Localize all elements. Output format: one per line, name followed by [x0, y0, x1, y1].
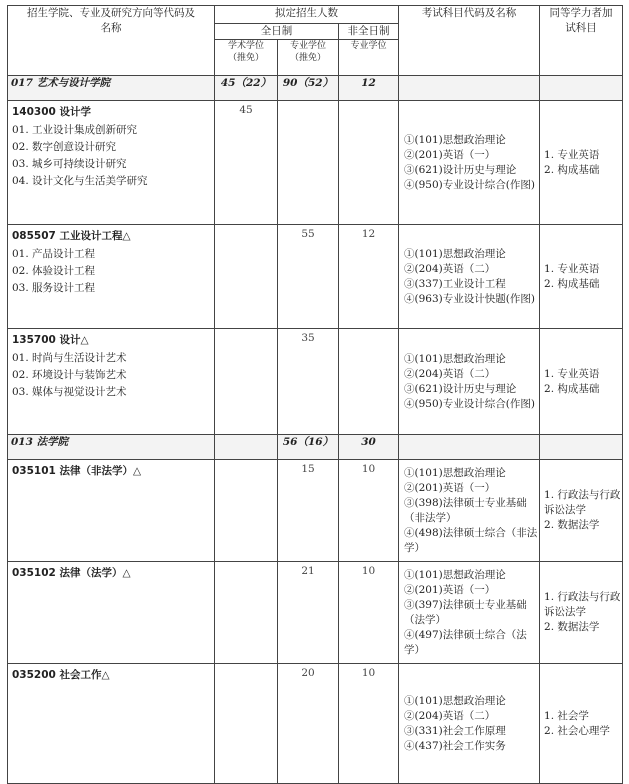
header-parttime: 非全日制 [339, 24, 399, 40]
major-title: 085507 工业设计工程△ [12, 230, 131, 242]
direction-item: 04. 设计文化与生活美学研究 [12, 175, 148, 187]
exam-item: ④(498)法律硕士综合（非法学） [404, 526, 538, 554]
college-academic: 45（22） [215, 76, 278, 101]
exam-item: ③(621)设计历史与理论 [404, 163, 517, 176]
exam-item: ③(398)法律硕士专业基础（非法学） [404, 496, 527, 524]
exam-subjects [399, 225, 540, 329]
exam-item: ②(201)英语（一） [404, 481, 496, 494]
header-professional: 专业学位（推免） [278, 40, 339, 76]
header-college: 招生学院、专业及研究方向等代码及名称 [8, 6, 215, 76]
exam-item: ③(337)工业设计工程 [404, 277, 506, 290]
equiv-item: 2. 构成基础 [544, 277, 600, 290]
direction-item: 02. 体验设计工程 [12, 265, 96, 277]
exam-subjects [399, 460, 540, 562]
equiv-item: 1. 专业英语 [544, 262, 600, 275]
exam-item: ③(397)法律硕士专业基础（法学） [404, 598, 527, 626]
major-parttime: 10 [339, 460, 399, 562]
direction-item: 03. 媒体与视觉设计艺术 [12, 386, 127, 398]
major-title: 135700 设计△ [12, 334, 89, 346]
exam-item: ①(101)思想政治理论 [404, 694, 506, 707]
major-academic [215, 460, 278, 562]
college-academic [215, 435, 278, 460]
college-professional: 56（16） [278, 435, 339, 460]
major-cell [8, 101, 215, 225]
major-cell [8, 329, 215, 435]
major-cell [8, 562, 215, 664]
exam-subjects [399, 329, 540, 435]
exam-item: ④(437)社会工作实务 [404, 739, 506, 752]
exam-subjects [399, 562, 540, 664]
major-title: 035101 法律（非法学）△ [12, 465, 142, 477]
equiv-item: 1. 专业英语 [544, 148, 600, 161]
college-parttime: 30 [339, 435, 399, 460]
equiv-item: 1. 社会学 [544, 709, 589, 722]
equiv-item: 1. 专业英语 [544, 367, 600, 380]
major-professional: 55 [278, 225, 339, 329]
direction-item: 03. 服务设计工程 [12, 282, 96, 294]
header-plan: 拟定招生人数 [215, 6, 399, 24]
direction-item: 03. 城乡可持续设计研究 [12, 158, 127, 170]
college-row [8, 435, 623, 460]
exam-item: ①(101)思想政治理论 [404, 466, 506, 479]
exam-item: ①(101)思想政治理论 [404, 133, 506, 146]
major-cell [8, 664, 215, 784]
exam-item: ②(204)英语（二） [404, 367, 496, 380]
exam-item: ②(204)英语（二） [404, 262, 496, 275]
exam-item: ②(201)英语（一） [404, 583, 496, 596]
exam-item: ④(950)专业设计综合(作图) [404, 397, 535, 410]
equiv-subjects [540, 562, 623, 664]
college-professional: 90（52） [278, 76, 339, 101]
major-professional: 15 [278, 460, 339, 562]
equiv-item: 2. 社会心理学 [544, 724, 610, 737]
exam-item: ③(331)社会工作原理 [404, 724, 506, 737]
major-row [8, 225, 623, 329]
exam-item: ②(204)英语（二） [404, 709, 496, 722]
major-professional [278, 101, 339, 225]
exam-item: ①(101)思想政治理论 [404, 568, 506, 581]
equiv-item: 2. 构成基础 [544, 382, 600, 395]
major-professional: 20 [278, 664, 339, 784]
header-exam: 考试科目代码及名称 [399, 6, 540, 76]
equiv-subjects [540, 225, 623, 329]
exam-item: ④(963)专业设计快题(作图) [404, 292, 535, 305]
direction-item: 01. 产品设计工程 [12, 248, 96, 260]
exam-item: ④(950)专业设计综合(作图) [404, 178, 535, 191]
major-cell [8, 460, 215, 562]
direction-item: 02. 数字创意设计研究 [12, 141, 117, 153]
exam-item: ①(101)思想政治理论 [404, 352, 506, 365]
college-name: 013 法学院 [8, 435, 215, 460]
direction-item: 01. 时尚与生活设计艺术 [12, 352, 127, 364]
major-row [8, 101, 623, 225]
major-parttime [339, 101, 399, 225]
major-professional: 35 [278, 329, 339, 435]
exam-subjects [399, 101, 540, 225]
major-parttime: 10 [339, 562, 399, 664]
major-parttime [339, 329, 399, 435]
major-parttime: 10 [339, 664, 399, 784]
major-academic [215, 664, 278, 784]
header-parttime-prof: 专业学位 [339, 40, 399, 76]
exam-subjects [399, 664, 540, 784]
college-row [8, 76, 623, 101]
college-name: 017 艺术与设计学院 [8, 76, 215, 101]
exam-item: ①(101)思想政治理论 [404, 247, 506, 260]
major-title: 035102 法律（法学）△ [12, 567, 131, 579]
major-row [8, 460, 623, 562]
equiv-subjects [540, 329, 623, 435]
exam-item: ③(621)设计历史与理论 [404, 382, 517, 395]
equiv-item: 2. 数据法学 [544, 519, 600, 531]
college-parttime: 12 [339, 76, 399, 101]
equiv-item: 1. 行政法与行政诉讼法学 [544, 489, 621, 516]
equiv-item: 2. 构成基础 [544, 163, 600, 176]
major-academic: 45 [215, 101, 278, 225]
major-academic [215, 329, 278, 435]
header-fulltime: 全日制 [215, 24, 339, 40]
major-row [8, 562, 623, 664]
major-academic [215, 225, 278, 329]
major-parttime: 12 [339, 225, 399, 329]
exam-item: ④(497)法律硕士综合（法学） [404, 628, 527, 656]
major-academic [215, 562, 278, 664]
equiv-item: 1. 行政法与行政诉讼法学 [544, 591, 621, 618]
header-equiv: 同等学力者加试科目 [540, 6, 623, 76]
enrollment-table [7, 5, 623, 784]
exam-item: ②(201)英语（一） [404, 148, 496, 161]
major-title: 035200 社会工作△ [12, 669, 110, 681]
equiv-subjects [540, 664, 623, 784]
equiv-subjects [540, 460, 623, 562]
major-cell [8, 225, 215, 329]
equiv-item: 2. 数据法学 [544, 621, 600, 633]
major-professional: 21 [278, 562, 339, 664]
major-row [8, 329, 623, 435]
direction-item: 01. 工业设计集成创新研究 [12, 124, 138, 136]
direction-item: 02. 环境设计与装饰艺术 [12, 369, 127, 381]
header-academic: 学术学位（推免） [215, 40, 278, 76]
major-title: 140300 设计学 [12, 106, 91, 118]
equiv-subjects [540, 101, 623, 225]
major-row [8, 664, 623, 784]
